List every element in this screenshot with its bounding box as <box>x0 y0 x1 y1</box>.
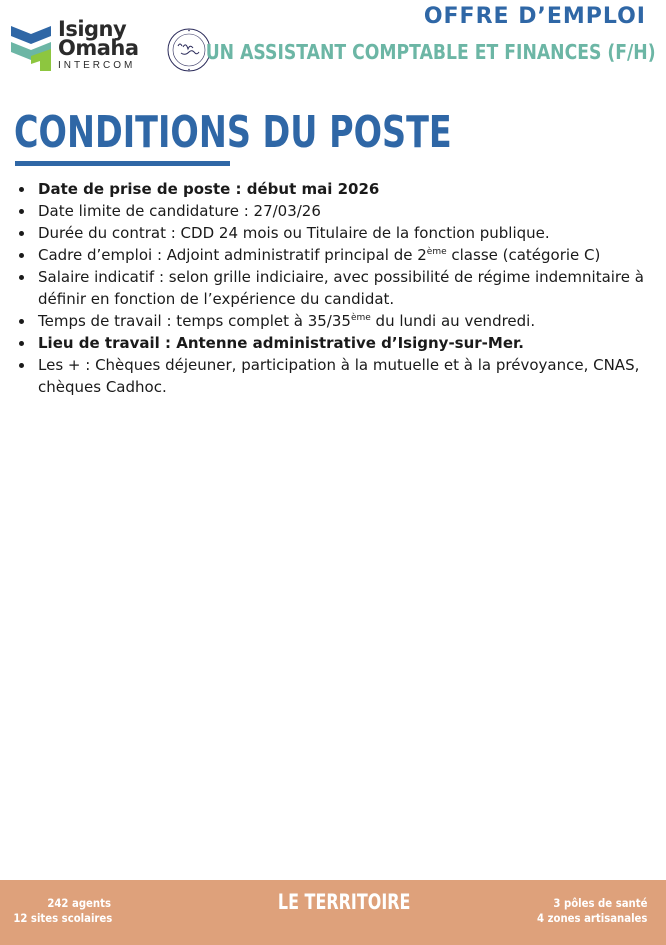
footer-health-poles: 3 pôles de santé <box>552 896 647 910</box>
footer-banner <box>0 880 666 945</box>
logo-name-line2: Omaha <box>58 36 139 60</box>
logo-name <box>58 17 139 60</box>
condition-working-time <box>38 310 653 332</box>
offer-title: OFFRE D’EMPLOI <box>423 4 646 29</box>
condition-start-date: Date de prise de poste : début mai 2026 <box>38 178 653 200</box>
logo-subtitle: INTERCOM <box>58 60 136 71</box>
intercom-logo <box>11 17 151 74</box>
condition-job-framework-text: Cadre d’emploi : Adjoint administratif principal de 2 <box>38 246 427 264</box>
section-title: CONDITIONS DU POSTE <box>14 107 452 158</box>
condition-working-time-text-end: du lundi au vendredi. <box>370 312 536 330</box>
condition-job-framework-sup: ème <box>426 247 447 257</box>
isigny-omaha-chevron-logo-icon <box>11 23 51 71</box>
condition-working-time-sup: ème <box>350 313 371 323</box>
condition-workplace: Lieu de travail : Antenne administrative d’Isigny-sur-Mer. <box>38 332 653 354</box>
condition-job-framework <box>38 244 653 266</box>
footer-schools: 12 sites scolaires <box>13 911 113 925</box>
condition-salary: Salaire indicatif : selon grille indiciaire, avec possibilité de régime indemnitaire à définir en fonction de l’expérience du candidat. <box>38 266 653 310</box>
condition-benefits: Les + : Chèques déjeuner, participation à la mutuelle et à la prévoyance, CNAS, chèques Cadhoc. <box>38 354 653 398</box>
footer-craft-zones: 4 zones artisanales <box>536 911 647 925</box>
conditions-list <box>38 178 653 398</box>
footer-right-stats <box>522 896 647 926</box>
condition-application-deadline: Date limite de candidature : 27/03/26 <box>38 200 653 222</box>
condition-contract-duration: Durée du contrat : CDD 24 mois ou Titulaire de la fonction publique. <box>38 222 653 244</box>
job-title: UN ASSISTANT COMPTABLE ET FINANCES (F/H) <box>206 40 656 64</box>
footer-agents: 242 agents <box>47 896 111 910</box>
condition-job-framework-text-end: classe (catégorie C) <box>446 246 601 264</box>
logo-name-line1: Isigny <box>58 17 127 41</box>
condition-working-time-text: Temps de travail : temps complet à 35/35 <box>38 312 351 330</box>
section-title-underline <box>15 161 230 166</box>
footer-title-text: LE TERRITOIRE <box>277 890 411 914</box>
